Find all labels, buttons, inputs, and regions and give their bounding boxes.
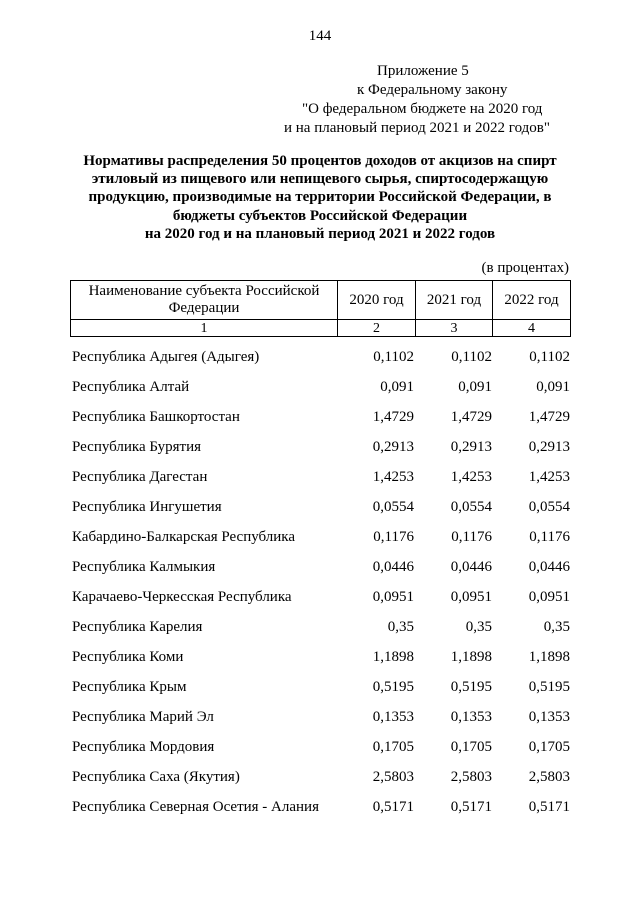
value-2022-cell: 1,4729: [528, 408, 570, 425]
page-number: 144: [308, 28, 332, 44]
subject-name-cell: Республика Калмыкия: [72, 558, 216, 575]
table-row: [70, 372, 570, 402]
appendix-block: [270, 62, 570, 138]
subject-name-cell: Республика Башкортостан: [72, 408, 240, 425]
value-2022-cell: 0,5171: [528, 798, 570, 815]
column-number-3: 3: [416, 320, 493, 337]
value-2020-cell: 0,1353: [372, 708, 414, 725]
title-line-3: продукцию, производимые на территории Российской Федерации, в: [88, 189, 552, 206]
value-2022-cell: 2,5803: [528, 768, 570, 785]
value-2021-cell: 0,1353: [450, 708, 492, 725]
value-2020-cell: 0,2913: [372, 438, 414, 455]
value-2021-cell: 0,35: [465, 618, 492, 635]
appendix-line-1: Приложение 5: [377, 63, 469, 79]
table-row: [70, 462, 570, 492]
value-2021-cell: 0,5171: [450, 798, 492, 815]
appendix-line-3: "О федеральном бюджете на 2020 год: [302, 101, 543, 117]
value-2021-cell: 2,5803: [450, 768, 492, 785]
document-title: [40, 152, 600, 243]
subject-name-cell: Республика Саха (Якутия): [72, 768, 240, 785]
value-2022-cell: 1,4253: [528, 468, 570, 485]
value-2020-cell: 0,1102: [373, 348, 414, 365]
title-line-4: бюджеты субъектов Российской Федерации: [172, 207, 468, 224]
table-row: [70, 492, 570, 522]
value-2020-cell: 1,1898: [372, 648, 414, 665]
value-2020-cell: 0,5195: [372, 678, 414, 695]
table-row: [70, 522, 570, 552]
table-row: [70, 642, 570, 672]
header-year-2020: 2020 год: [338, 281, 416, 320]
title-line-1: Нормативы распределения 50 процентов доходов от акцизов на спирт: [83, 153, 557, 169]
table-row: [70, 762, 570, 792]
units-label: (в процентах): [481, 260, 569, 276]
table-body: [70, 342, 570, 822]
value-2020-cell: 0,0554: [372, 498, 414, 515]
table-row: [70, 432, 570, 462]
table-row: [70, 672, 570, 702]
table-row: [70, 732, 570, 762]
column-number-2: 2: [338, 320, 416, 337]
value-2021-cell: 0,091: [458, 378, 492, 395]
value-2021-cell: 0,0554: [450, 498, 492, 515]
value-2021-cell: 0,2913: [450, 438, 492, 455]
value-2022-cell: 0,2913: [528, 438, 570, 455]
value-2022-cell: 0,1353: [528, 708, 570, 725]
subject-name-cell: Республика Марий Эл: [72, 708, 214, 725]
subject-name-cell: Республика Коми: [72, 648, 184, 665]
value-2022-cell: 0,0554: [528, 498, 570, 515]
table-row: [70, 792, 570, 822]
value-2020-cell: 0,1176: [373, 528, 414, 545]
value-2021-cell: 0,5195: [450, 678, 492, 695]
value-2020-cell: 0,091: [380, 378, 414, 395]
appendix-line-4: и на плановый период 2021 и 2022 годов": [284, 120, 550, 136]
table-row: [70, 402, 570, 432]
value-2020-cell: 0,35: [387, 618, 414, 635]
subject-name-cell: Кабардино-Балкарская Республика: [72, 528, 296, 545]
header-subject-name: Наименование субъекта Российской Федерации: [71, 281, 338, 320]
table-row: [70, 702, 570, 732]
value-2021-cell: 0,1705: [450, 738, 492, 755]
value-2020-cell: 0,1705: [372, 738, 414, 755]
table-row: [70, 552, 570, 582]
subject-name-cell: Республика Крым: [72, 678, 187, 695]
column-number-1: 1: [71, 320, 338, 337]
header-year-2021: 2021 год: [416, 281, 493, 320]
subject-name-cell: Республика Северная Осетия - Алания: [72, 798, 319, 815]
value-2022-cell: 0,0446: [528, 558, 570, 575]
value-2020-cell: 1,4253: [372, 468, 414, 485]
value-2020-cell: 0,0951: [372, 588, 414, 605]
table-row: [70, 612, 570, 642]
value-2021-cell: 0,0951: [450, 588, 492, 605]
value-2020-cell: 2,5803: [372, 768, 414, 785]
value-2022-cell: 0,1102: [529, 348, 570, 365]
value-2022-cell: 0,091: [536, 378, 570, 395]
table-header: [70, 280, 571, 337]
value-2022-cell: 0,1705: [528, 738, 570, 755]
value-2022-cell: 0,35: [543, 618, 570, 635]
title-line-5: на 2020 год и на плановый период 2021 и 2022 годов: [144, 225, 496, 242]
value-2021-cell: 1,1898: [450, 648, 492, 665]
subject-name-cell: Республика Дагестан: [72, 468, 208, 485]
table-row: [70, 342, 570, 372]
subject-name-cell: Республика Адыгея (Адыгея): [72, 348, 260, 365]
subject-name-cell: Республика Алтай: [72, 378, 190, 395]
subject-name-cell: Республика Ингушетия: [72, 498, 222, 515]
value-2021-cell: 0,1176: [451, 528, 492, 545]
value-2020-cell: 0,5171: [372, 798, 414, 815]
value-2022-cell: 0,0951: [528, 588, 570, 605]
allocation-table: [70, 280, 570, 822]
value-2020-cell: 0,0446: [372, 558, 414, 575]
subject-name-cell: Республика Бурятия: [72, 438, 202, 455]
title-line-2: этиловый из пищевого или непищевого сырья, спиртосодержащую: [91, 171, 549, 188]
subject-name-cell: Республика Карелия: [72, 618, 203, 635]
value-2022-cell: 0,1176: [529, 528, 570, 545]
value-2022-cell: 1,1898: [528, 648, 570, 665]
table-row: [70, 582, 570, 612]
value-2021-cell: 1,4253: [450, 468, 492, 485]
column-number-4: 4: [493, 320, 571, 337]
value-2021-cell: 0,0446: [450, 558, 492, 575]
value-2021-cell: 1,4729: [450, 408, 492, 425]
header-year-2022: 2022 год: [493, 281, 571, 320]
value-2021-cell: 0,1102: [451, 348, 492, 365]
subject-name-cell: Республика Мордовия: [72, 738, 215, 755]
value-2020-cell: 1,4729: [372, 408, 414, 425]
appendix-line-2: к Федеральному закону: [357, 82, 508, 98]
value-2022-cell: 0,5195: [528, 678, 570, 695]
subject-name-cell: Карачаево-Черкесская Республика: [72, 588, 292, 605]
